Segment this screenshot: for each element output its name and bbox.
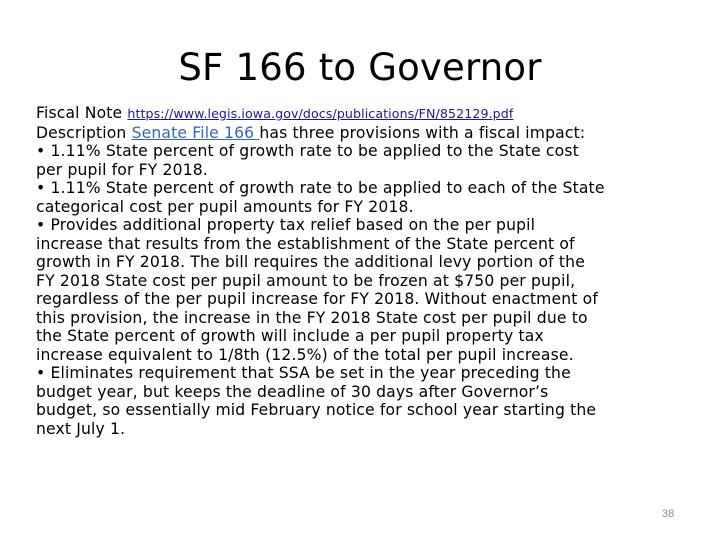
provision-line: FY 2018 State cost per pupil amount to be frozen at $750 per pupil, bbox=[36, 271, 576, 290]
description-label: Description bbox=[36, 123, 132, 142]
provision-item bbox=[36, 216, 684, 364]
provision-line: the State percent of growth will include a per pupil property tax bbox=[36, 327, 544, 345]
provision-line: • Eliminates requirement that SSA be set in the year preceding the bbox=[36, 364, 571, 382]
description-line bbox=[36, 124, 684, 143]
description-text: has three provisions with a fiscal impact: bbox=[259, 123, 586, 142]
provision-line: • Provides additional property tax relief based on the per pupil bbox=[36, 216, 536, 234]
provision-item bbox=[36, 179, 684, 216]
fiscal-note-label: Fiscal Note bbox=[36, 104, 128, 122]
provision-line: • 1.11% State percent of growth rate to be applied to the State cost bbox=[36, 142, 579, 160]
provision-line: budget, so essentially mid February notice for school year starting the bbox=[36, 401, 597, 419]
provision-line: growth in FY 2018. The bill requires the additional levy portion of the bbox=[36, 253, 585, 271]
page-number: 38 bbox=[662, 508, 675, 520]
provision-line: increase equivalent to 1/8th (12.5%) of the total per pupil increase. bbox=[36, 345, 574, 364]
provision-list bbox=[36, 142, 684, 438]
provision-line: budget year, but keeps the deadline of 30 days after Governor’s bbox=[36, 382, 549, 401]
slide-body bbox=[36, 104, 684, 438]
provision-line: • 1.11% State percent of growth rate to be applied to each of the State bbox=[36, 179, 605, 197]
slide-title: SF 166 to Governor bbox=[178, 46, 542, 89]
provision-line: this provision, the increase in the FY 2018 State cost per pupil due to bbox=[36, 308, 588, 327]
provision-line: per pupil for FY 2018. bbox=[36, 160, 208, 179]
senate-file-link[interactable]: Senate File 166 bbox=[131, 123, 260, 142]
provision-item bbox=[36, 364, 684, 438]
fiscal-note-line bbox=[36, 104, 684, 124]
provision-line: next July 1. bbox=[36, 419, 126, 438]
provision-line: increase that results from the establishment of the State percent of bbox=[36, 234, 575, 253]
provision-line: regardless of the per pupil increase for FY 2018. Without enactment of bbox=[36, 290, 598, 308]
provision-line: categorical cost per pupil amounts for FY 2018. bbox=[36, 197, 414, 216]
provision-item bbox=[36, 142, 684, 179]
fiscal-note-link[interactable]: https://www.legis.iowa.gov/docs/publications/FN/852129.pdf bbox=[127, 106, 514, 121]
